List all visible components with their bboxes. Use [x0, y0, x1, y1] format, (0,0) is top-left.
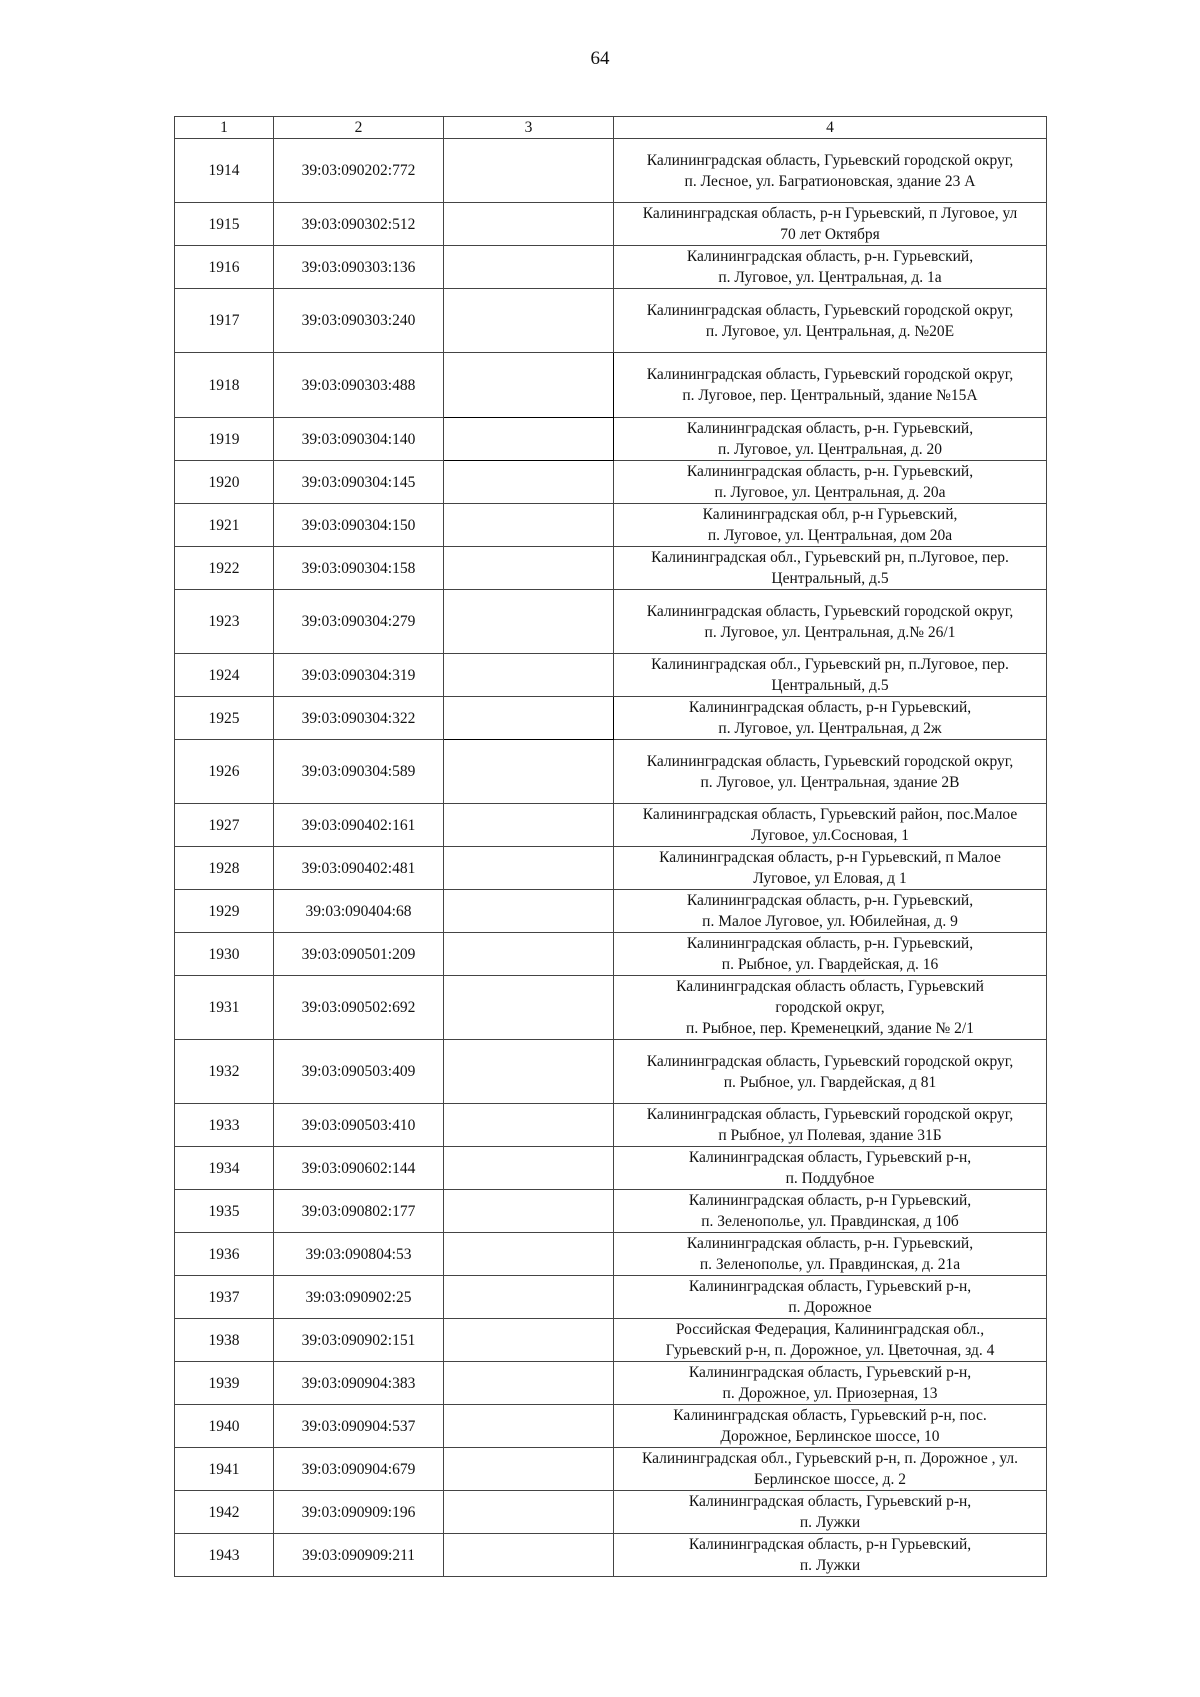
table-row — [175, 933, 1047, 976]
table-row — [175, 461, 1047, 504]
cadastral-number: 39:03:090402:481 — [274, 847, 444, 890]
row-address: Калининградская обл., Гурьевский р-н, п. Дорожное , ул. Берлинское шоссе, д. 2 — [614, 1448, 1047, 1491]
cadastral-number: 39:03:090304:279 — [274, 590, 444, 654]
table-row — [175, 547, 1047, 590]
row-col3 — [444, 847, 614, 890]
row-col3 — [444, 740, 614, 804]
cadastral-number: 39:03:090304:145 — [274, 461, 444, 504]
registry-table — [174, 116, 1047, 1577]
row-col3 — [444, 1319, 614, 1362]
row-number: 1940 — [175, 1405, 274, 1448]
row-address: Калининградская область, р-н Гурьевский, п. Лужки — [614, 1534, 1047, 1577]
row-address: Калининградская область, Гурьевский р-н, п. Поддубное — [614, 1147, 1047, 1190]
table-row — [175, 1319, 1047, 1362]
table-row — [175, 590, 1047, 654]
row-col3 — [444, 1362, 614, 1405]
cadastral-number: 39:03:090804:53 — [274, 1233, 444, 1276]
row-col3 — [444, 1104, 614, 1147]
row-col3 — [444, 933, 614, 976]
row-address: Калининградская область, р-н. Гурьевский, п. Малое Луговое, ул. Юбилейная, д. 9 — [614, 890, 1047, 933]
row-number: 1937 — [175, 1276, 274, 1319]
row-address: Калининградская область, Гурьевский городской округ, п. Луговое, ул. Центральная, д.№ 26/1 — [614, 590, 1047, 654]
table-row — [175, 353, 1047, 418]
row-address: Калининградская область, р-н Гурьевский, п Малое Луговое, ул Еловая, д 1 — [614, 847, 1047, 890]
row-col3 — [444, 890, 614, 933]
row-number: 1943 — [175, 1534, 274, 1577]
cadastral-number: 39:03:090303:240 — [274, 289, 444, 353]
row-col3 — [444, 1040, 614, 1104]
table-row — [175, 1276, 1047, 1319]
row-number: 1927 — [175, 804, 274, 847]
row-address: Калининградская обл., Гурьевский рн, п.Луговое, пер. Центральный, д.5 — [614, 654, 1047, 697]
row-number: 1919 — [175, 418, 274, 461]
table-row — [175, 1233, 1047, 1276]
row-number: 1931 — [175, 976, 274, 1040]
table-row — [175, 1534, 1047, 1577]
row-col3 — [444, 1405, 614, 1448]
row-col3 — [444, 547, 614, 590]
table-body — [175, 117, 1047, 1577]
cadastral-number: 39:03:090404:68 — [274, 890, 444, 933]
cadastral-number: 39:03:090904:383 — [274, 1362, 444, 1405]
row-address: Калининградская область область, Гурьевский городской округ, п. Рыбное, пер. Кременецкий, здание № 2/1 — [614, 976, 1047, 1040]
table-row — [175, 1147, 1047, 1190]
cadastral-number: 39:03:090602:144 — [274, 1147, 444, 1190]
table-row — [175, 890, 1047, 933]
table-row — [175, 1448, 1047, 1491]
cadastral-number: 39:03:090902:25 — [274, 1276, 444, 1319]
cadastral-number: 39:03:090302:512 — [274, 203, 444, 246]
row-address: Калининградская область, р-н Гурьевский, п. Луговое, ул. Центральная, д 2ж — [614, 697, 1047, 740]
row-number: 1922 — [175, 547, 274, 590]
cadastral-number: 39:03:090503:409 — [274, 1040, 444, 1104]
row-address: Калининградская обл, р-н Гурьевский, п. Луговое, ул. Центральная, дом 20а — [614, 504, 1047, 547]
row-address: Калининградская область, Гурьевский городской округ, п. Рыбное, ул. Гвардейская, д 81 — [614, 1040, 1047, 1104]
row-address: Российская Федерация, Калининградская обл., Гурьевский р-н, п. Дорожное, ул. Цветочная, зд. 4 — [614, 1319, 1047, 1362]
table-row — [175, 1104, 1047, 1147]
cadastral-number: 39:03:090304:158 — [274, 547, 444, 590]
row-address: Калининградская область, Гурьевский городской округ, п. Луговое, пер. Центральный, здание №15А — [614, 353, 1047, 418]
row-col3 — [444, 353, 614, 418]
row-col3 — [444, 203, 614, 246]
row-number: 1933 — [175, 1104, 274, 1147]
row-number: 1921 — [175, 504, 274, 547]
table-row — [175, 697, 1047, 740]
row-address: Калининградская область, Гурьевский городской округ, п Рыбное, ул Полевая, здание 31Б — [614, 1104, 1047, 1147]
cadastral-number: 39:03:090304:322 — [274, 697, 444, 740]
row-address: Калининградская область, Гурьевский городской округ, п. Луговое, ул. Центральная, здание 2В — [614, 740, 1047, 804]
row-number: 1925 — [175, 697, 274, 740]
cadastral-number: 39:03:090902:151 — [274, 1319, 444, 1362]
row-address: Калининградская область, р-н. Гурьевский, п. Рыбное, ул. Гвардейская, д. 16 — [614, 933, 1047, 976]
row-number: 1930 — [175, 933, 274, 976]
row-col3 — [444, 804, 614, 847]
row-number: 1936 — [175, 1233, 274, 1276]
table-row — [175, 1491, 1047, 1534]
row-number: 1935 — [175, 1190, 274, 1233]
row-address: Калининградская область, р-н. Гурьевский, п. Зеленополье, ул. Правдинская, д. 21а — [614, 1233, 1047, 1276]
row-number: 1926 — [175, 740, 274, 804]
table-row — [175, 976, 1047, 1040]
row-address: Калининградская область, р-н. Гурьевский, п. Луговое, ул. Центральная, д. 20 — [614, 418, 1047, 461]
cadastral-number: 39:03:090304:150 — [274, 504, 444, 547]
row-number: 1928 — [175, 847, 274, 890]
row-col3 — [444, 461, 614, 504]
row-number: 1917 — [175, 289, 274, 353]
table-row — [175, 139, 1047, 203]
table-header-row — [175, 117, 1047, 139]
row-number: 1916 — [175, 246, 274, 289]
table-row — [175, 804, 1047, 847]
cadastral-number: 39:03:090502:692 — [274, 976, 444, 1040]
row-address: Калининградская область, р-н. Гурьевский, п. Луговое, ул. Центральная, д. 1а — [614, 246, 1047, 289]
row-col3 — [444, 139, 614, 203]
cadastral-number: 39:03:090304:589 — [274, 740, 444, 804]
row-number: 1932 — [175, 1040, 274, 1104]
row-address: Калининградская область, Гурьевский район, пос.Малое Луговое, ул.Сосновая, 1 — [614, 804, 1047, 847]
table-row — [175, 418, 1047, 461]
row-number: 1934 — [175, 1147, 274, 1190]
row-col3 — [444, 504, 614, 547]
row-col3 — [444, 1491, 614, 1534]
row-col3 — [444, 1448, 614, 1491]
row-col3 — [444, 654, 614, 697]
row-number: 1914 — [175, 139, 274, 203]
row-address: Калининградская область, Гурьевский городской округ, п. Лесное, ул. Багратионовская, здание 23 А — [614, 139, 1047, 203]
cadastral-number: 39:03:090202:772 — [274, 139, 444, 203]
row-address: Калининградская обл., Гурьевский рн, п.Луговое, пер. Центральный, д.5 — [614, 547, 1047, 590]
row-address: Калининградская область, Гурьевский р-н, пос. Дорожное, Берлинское шоссе, 10 — [614, 1405, 1047, 1448]
row-address: Калининградская область, Гурьевский р-н, п. Дорожное, ул. Приозерная, 13 — [614, 1362, 1047, 1405]
row-col3 — [444, 1147, 614, 1190]
table-row — [175, 654, 1047, 697]
table-row — [175, 246, 1047, 289]
table-row — [175, 1362, 1047, 1405]
cadastral-number: 39:03:090304:140 — [274, 418, 444, 461]
table-row — [175, 1405, 1047, 1448]
table-row — [175, 1040, 1047, 1104]
row-address: Калининградская область, р-н Гурьевский, п. Зеленополье, ул. Правдинская, д 10б — [614, 1190, 1047, 1233]
row-col3 — [444, 1276, 614, 1319]
table-row — [175, 203, 1047, 246]
cadastral-number: 39:03:090909:196 — [274, 1491, 444, 1534]
cadastral-number: 39:03:090802:177 — [274, 1190, 444, 1233]
cadastral-number: 39:03:090501:209 — [274, 933, 444, 976]
row-address: Калининградская область, р-н Гурьевский, п Луговое, ул 70 лет Октября — [614, 203, 1047, 246]
row-number: 1942 — [175, 1491, 274, 1534]
row-col3 — [444, 1534, 614, 1577]
row-address: Калининградская область, р-н. Гурьевский, п. Луговое, ул. Центральная, д. 20а — [614, 461, 1047, 504]
cadastral-number: 39:03:090909:211 — [274, 1534, 444, 1577]
row-address: Калининградская область, Гурьевский р-н, п. Дорожное — [614, 1276, 1047, 1319]
header-col-2: 2 — [274, 117, 444, 139]
table-row — [175, 504, 1047, 547]
row-number: 1923 — [175, 590, 274, 654]
cadastral-number: 39:03:090904:537 — [274, 1405, 444, 1448]
cadastral-number: 39:03:090304:319 — [274, 654, 444, 697]
row-number: 1918 — [175, 353, 274, 418]
row-col3 — [444, 418, 614, 461]
row-address: Калининградская область, Гурьевский городской округ, п. Луговое, ул. Центральная, д. №20Е — [614, 289, 1047, 353]
row-number: 1941 — [175, 1448, 274, 1491]
header-col-1: 1 — [175, 117, 274, 139]
row-col3 — [444, 590, 614, 654]
row-col3 — [444, 1233, 614, 1276]
row-number: 1915 — [175, 203, 274, 246]
row-col3 — [444, 976, 614, 1040]
cadastral-number: 39:03:090904:679 — [274, 1448, 444, 1491]
header-col-3: 3 — [444, 117, 614, 139]
table-row — [175, 289, 1047, 353]
row-number: 1939 — [175, 1362, 274, 1405]
row-col3 — [444, 1190, 614, 1233]
cadastral-number: 39:03:090303:488 — [274, 353, 444, 418]
row-number: 1924 — [175, 654, 274, 697]
table-row — [175, 740, 1047, 804]
row-col3 — [444, 289, 614, 353]
header-col-4: 4 — [614, 117, 1047, 139]
row-col3 — [444, 697, 614, 740]
row-address: Калининградская область, Гурьевский р-н, п. Лужки — [614, 1491, 1047, 1534]
row-number: 1929 — [175, 890, 274, 933]
cadastral-number: 39:03:090303:136 — [274, 246, 444, 289]
cadastral-number: 39:03:090402:161 — [274, 804, 444, 847]
row-number: 1938 — [175, 1319, 274, 1362]
cadastral-number: 39:03:090503:410 — [274, 1104, 444, 1147]
table-row — [175, 1190, 1047, 1233]
row-number: 1920 — [175, 461, 274, 504]
page-number: 64 — [590, 48, 610, 69]
row-col3 — [444, 246, 614, 289]
table-row — [175, 847, 1047, 890]
